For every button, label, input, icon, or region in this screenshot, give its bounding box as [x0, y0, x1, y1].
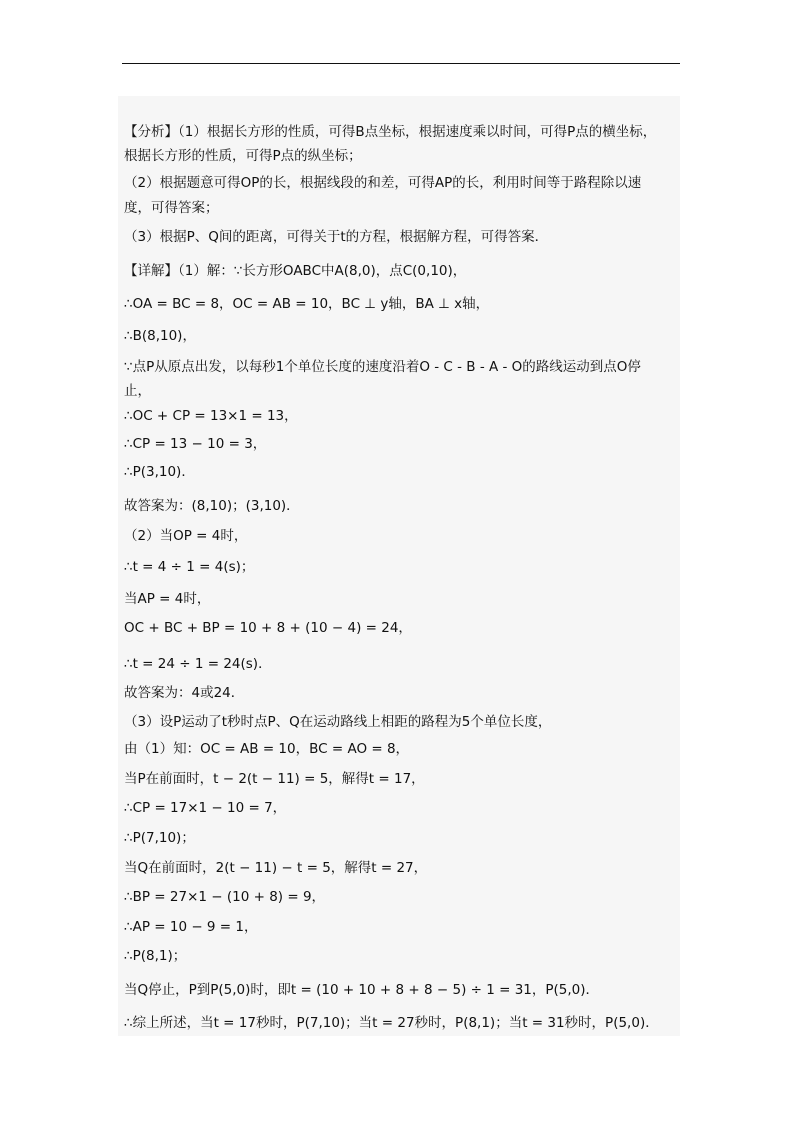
- detail-line-3: ∴B(8,10)，: [124, 328, 196, 344]
- detail-line-5: 止，: [124, 383, 151, 399]
- part2-line-3: 当AP = 4时，: [124, 591, 211, 607]
- part2-line-1: （2）当OP = 4时，: [124, 528, 248, 544]
- part2-line-4: OC + BC + BP = 10 + 8 + (10 − 4) = 24，: [124, 620, 412, 636]
- detail-line-8: ∴P(3,10)．: [124, 464, 195, 480]
- part3-line-7: ∴BP = 27×1 − (10 + 8) = 9，: [124, 889, 326, 905]
- detail-line-7: ∴CP = 13 − 10 = 3，: [124, 436, 267, 452]
- part3-line-1: （3）设P运动了t秒时点P、Q在运动路线上相距的路程为5个单位长度，: [124, 714, 552, 730]
- detail-line-6: ∴OC + CP = 13×1 = 13，: [124, 408, 298, 424]
- part3-line-3: 当P在前面时，t − 2(t − 11) = 5，解得t = 17，: [124, 771, 425, 787]
- part3-line-5: ∴P(7,10)；: [124, 830, 195, 846]
- part3-line-6: 当Q在前面时，2(t − 11) − t = 5，解得t = 27，: [124, 860, 428, 876]
- analysis-line-1: 【分析】（1）根据长方形的性质，可得B点坐标，根据速度乘以时间，可得P点的横坐标，: [124, 124, 657, 140]
- detail-line-4: ∵点P从原点出发，以每秒1个单位长度的速度沿着O - C - B - A - O的路线运动到点O停: [124, 359, 641, 375]
- part3-line-10: 当Q停止，P到P(5,0)时，即t = (10 + 10 + 8 + 8 − 5) ÷ 1 = 31，P(5,0)．: [124, 982, 600, 998]
- analysis-line-2: 根据长方形的性质，可得P点的纵坐标；: [124, 148, 362, 164]
- detail-line-2: ∴OA = BC = 8，OC = AB = 10，BC ⊥ y轴，BA ⊥ x轴，: [124, 296, 490, 312]
- analysis-line-4: 度，可得答案；: [124, 200, 219, 216]
- header-rule: [122, 63, 680, 64]
- part2-line-5: ∴t = 24 ÷ 1 = 24(s)．: [124, 656, 272, 672]
- part3-line-9: ∴P(8,1)；: [124, 948, 187, 964]
- part3-line-8: ∴AP = 10 − 9 = 1，: [124, 919, 258, 935]
- part3-line-4: ∴CP = 17×1 − 10 = 7，: [124, 800, 287, 816]
- analysis-line-3: （2）根据题意可得OP的长，根据线段的和差，可得AP的长，利用时间等于路程除以速: [124, 175, 642, 191]
- part3-line-2: 由（1）知：OC = AB = 10，BC = AO = 8，: [124, 741, 410, 757]
- conclusion-line: ∴综上所述，当t = 17秒时，P(7,10)；当t = 27秒时，P(8,1)；当t = 31秒时，P(5,0)．: [124, 1015, 659, 1031]
- answer-line-1: 故答案为：(8,10)；(3,10)．: [124, 498, 300, 514]
- detail-line-1: 【详解】（1）解：∵长方形OABC中A(8,0)，点C(0,10)，: [124, 263, 467, 279]
- answer-line-2: 故答案为：4或24．: [124, 685, 245, 701]
- analysis-line-5: （3）根据P、Q间的距离，可得关于t的方程，根据解方程，可得答案．: [124, 229, 549, 245]
- part2-line-2: ∴t = 4 ÷ 1 = 4(s)；: [124, 559, 255, 575]
